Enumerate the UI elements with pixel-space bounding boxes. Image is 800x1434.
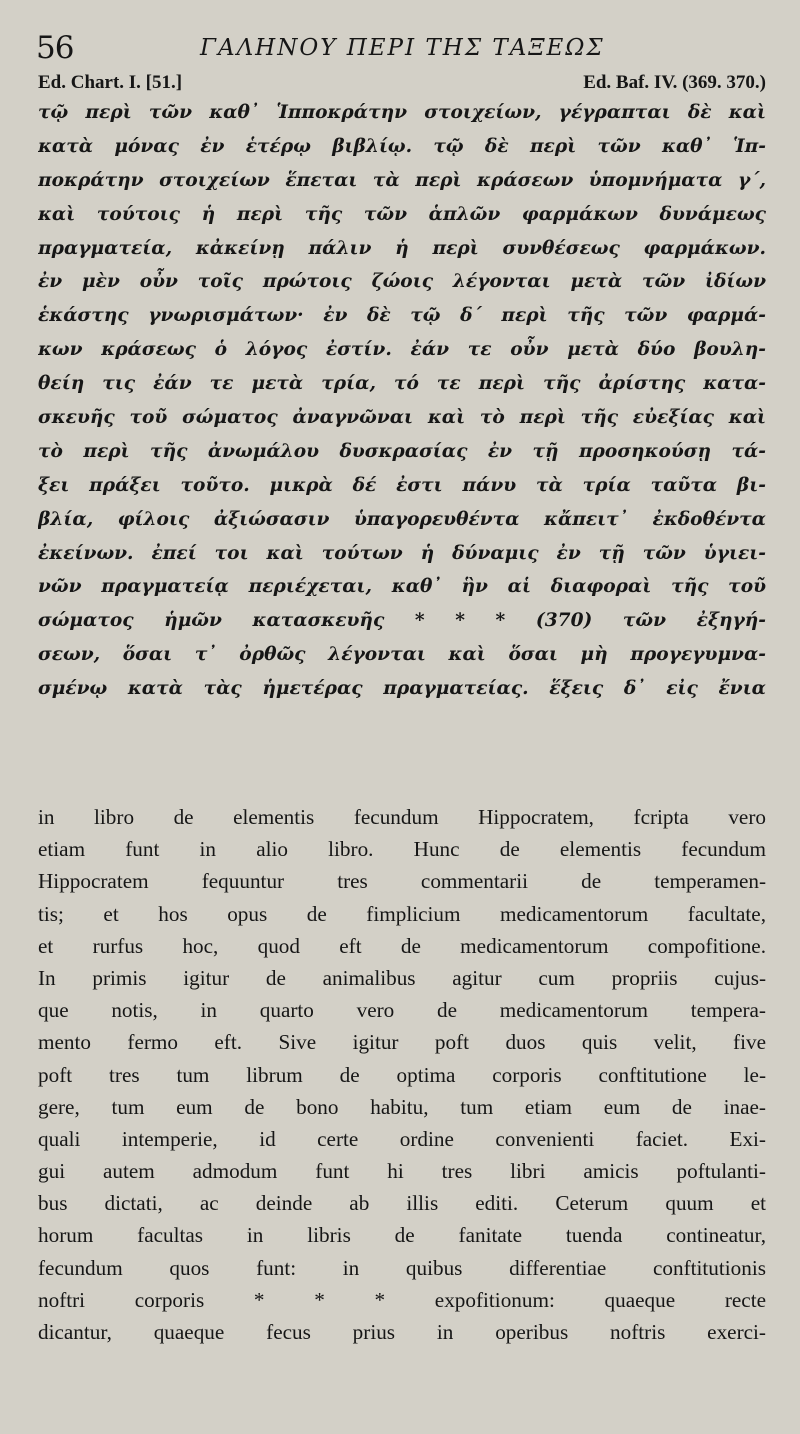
greek-line: κων κράσεως ὁ λόγος ἐστίν. ἐάν τε οὖν μετὰ δύο βουλη- — [38, 339, 766, 361]
latin-line: Hippocratem fequuntur tres commentarii de temperamen- — [38, 869, 766, 894]
latin-line: etiam funt in alio libro. Hunc de elementis fecundum — [38, 837, 766, 862]
latin-line: in libro de elementis fecundum Hippocratem, fcripta vero — [38, 805, 766, 829]
greek-line: ἐν μὲν οὖν τοῖς πρώτοις ζώοις λέγονται μετὰ τῶν ἰδίων — [38, 271, 766, 293]
greek-line: θείη τις ἐάν τε μετὰ τρία, τό τε περὶ τῆς ἀρίστης κατα- — [38, 373, 766, 395]
greek-text-block — [38, 96, 766, 706]
greek-line: ἐκείνων. ἐπεί τοι καὶ τούτων ἡ δύναμις ἐν τῇ τῶν ὑγιει- — [38, 542, 766, 564]
greek-line: ξει πράξει τοῦτο. μικρὰ δέ ἐστι πάνυ τὰ τρία ταῦτα βι- — [38, 474, 766, 496]
page-number: 56 — [36, 30, 74, 66]
latin-line: poft tres tum librum de optima corporis conftitutione le- — [38, 1062, 766, 1087]
greek-line: σώματος ἡμῶν κατασκευῆς * * * (370) τῶν ἐξηγή- — [38, 610, 766, 632]
latin-line: gui autem admodum funt hi tres libri amicis poftulanti- — [38, 1159, 766, 1184]
latin-line: noftri corporis * * * expofitionum: quaeque recte — [38, 1287, 766, 1312]
greek-line: πραγματεία, κἀκείνῃ πάλιν ἡ περὶ συνθέσεως φαρμάκων. — [38, 237, 766, 259]
latin-line: dicantur, quaeque fecus prius in operibus noftris exerci- — [38, 1320, 766, 1344]
greek-line: νῶν πραγματείᾳ περιέχεται, καθ᾽ ἣν αἱ διαφοραὶ τῆς τοῦ — [38, 576, 766, 598]
latin-line: que notis, in quarto vero de medicamentorum tempera- — [38, 998, 766, 1023]
greek-line: σκευῆς τοῦ σώματος ἀναγνῶναι καὶ τὸ περὶ τῆς εὐεξίας καὶ — [38, 407, 766, 429]
greek-line: τὸ περὶ τῆς ἀνωμάλου δυσκρασίας ἐν τῇ προσηκούσῃ τά- — [38, 440, 766, 462]
greek-line: σμένῳ κατὰ τὰς ἡμετέρας πραγματείας. ἕξεις δ᾽ εἰς ἔνια — [38, 678, 766, 700]
latin-line: mento fermo eft. Sive igitur poft duos quis velit, five — [38, 1030, 766, 1055]
greek-line: ἑκάστης γνωρισμάτων· ἐν δὲ τῷ δ΄ περὶ τῆς τῶν φαρμά- — [38, 305, 766, 327]
greek-line: βλία, φίλοις ἀξιώσασιν ὑπαγορευθέντα κἄπειτ᾽ ἐκδοθέντα — [38, 508, 766, 530]
latin-line: tis; et hos opus de fimplicium medicamentorum facultate, — [38, 901, 766, 926]
edition-chart-reference: Ed. Chart. I. [51.] — [38, 72, 183, 93]
edition-basel-reference: Ed. Baf. IV. (369. 370.) — [583, 72, 766, 93]
latin-line: fecundum quos funt: in quibus differentiae conftitutionis — [38, 1255, 766, 1280]
running-title: ΓΑΛΗΝΟΥ ΠΕΡΙ ΤΗΣ ΤΑΞΕΩΣ — [200, 35, 605, 61]
greek-line: καὶ τούτοις ἡ περὶ τῆς τῶν ἁπλῶν φαρμάκων δυνάμεως — [38, 203, 766, 225]
latin-line: bus dictati, ac deinde ab illis editi. Ceterum quum et — [38, 1191, 766, 1216]
latin-line: et rurfus hoc, quod eft de medicamentorum compofitione. — [38, 933, 766, 958]
greek-line: ποκράτην στοιχείων ἕπεται τὰ περὶ κράσεων ὑπομνήματα γ΄, — [38, 169, 766, 191]
greek-line: κατὰ μόνας ἐν ἑτέρῳ βιβλίῳ. τῷ δὲ περὶ τῶν καθ᾽ Ἱπ- — [38, 135, 766, 157]
latin-line: gere, tum eum de bono habitu, tum etiam eum de inae- — [38, 1094, 766, 1119]
latin-line: In primis igitur de animalibus agitur cum propriis cujus- — [38, 965, 766, 990]
latin-line: quali intemperie, id certe ordine convenienti faciet. Exi- — [38, 1126, 766, 1151]
latin-text-block — [38, 801, 766, 1348]
greek-line: σεων, ὅσαι τ᾽ ὀρθῶς λέγονται καὶ ὅσαι μὴ προγεγυμνα- — [38, 644, 766, 666]
greek-line: τῷ περὶ τῶν καθ᾽ Ἱπποκράτην στοιχείων, γέγραπται δὲ καὶ — [38, 102, 766, 123]
latin-line: horum facultas in libris de fanitate tuenda contineatur, — [38, 1223, 766, 1248]
